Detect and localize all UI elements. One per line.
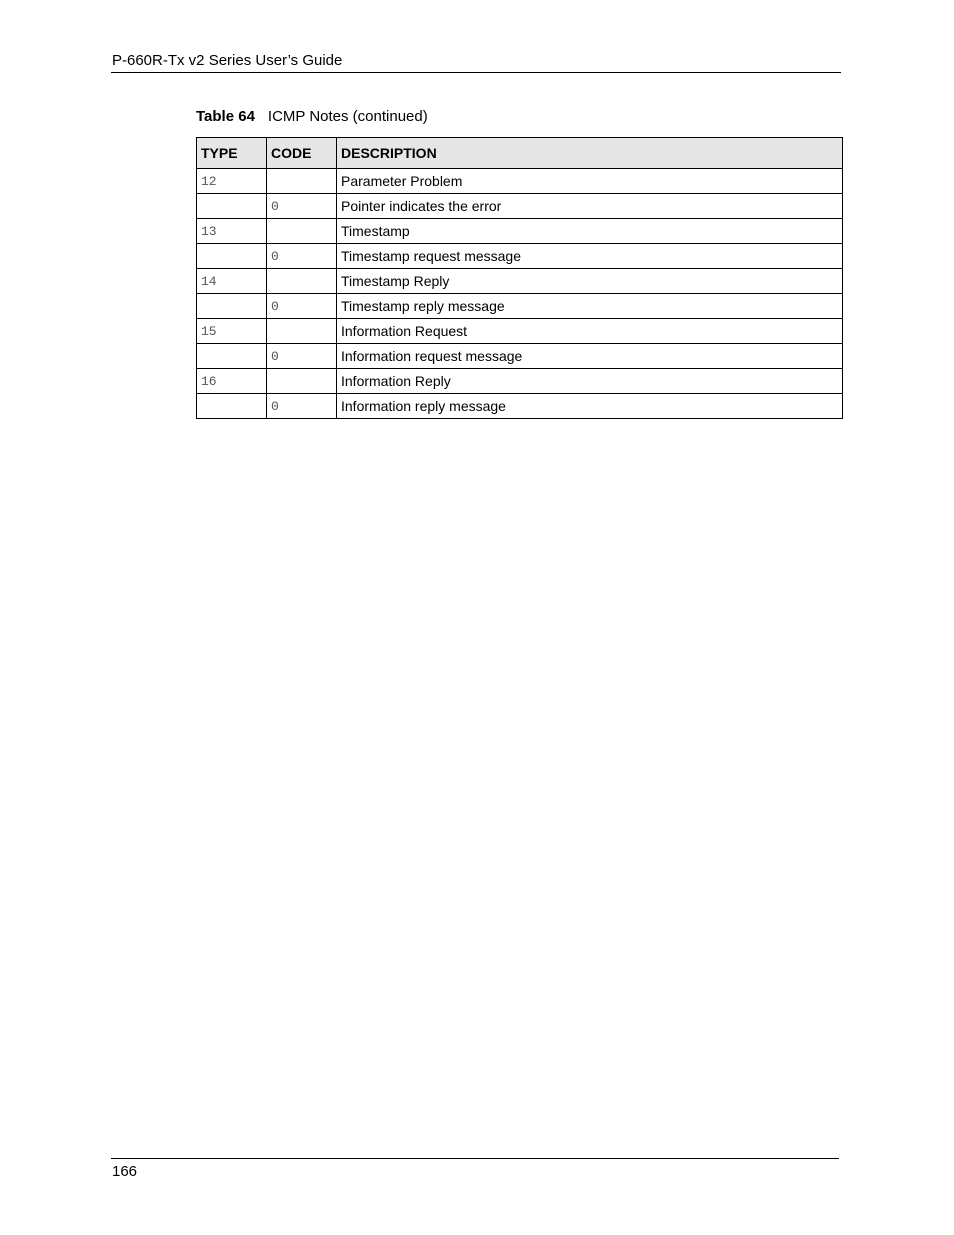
description-cell: Timestamp reply message (337, 294, 843, 319)
description-cell: Timestamp Reply (337, 269, 843, 294)
type-cell: 12 (197, 169, 267, 194)
description-cell: Information request message (337, 344, 843, 369)
table-caption-text: ICMP Notes (continued) (267, 108, 428, 125)
description-cell: Information Request (337, 319, 843, 344)
type-cell (197, 394, 267, 419)
description-cell: Information reply message (337, 394, 843, 419)
table-caption-label: Table 64 (196, 108, 255, 125)
icmp-notes-table (196, 137, 843, 419)
type-cell: 16 (197, 369, 267, 394)
table-row (197, 369, 843, 394)
code-cell: 0 (267, 294, 337, 319)
code-cell: 0 (267, 344, 337, 369)
code-cell (267, 319, 337, 344)
table-row (197, 394, 843, 419)
type-cell (197, 244, 267, 269)
description-cell: Parameter Problem (337, 169, 843, 194)
type-cell: 13 (197, 219, 267, 244)
table-row (197, 194, 843, 219)
description-cell: Timestamp request message (337, 244, 843, 269)
code-cell (267, 369, 337, 394)
column-header-description: DESCRIPTION (337, 138, 843, 169)
page-number: 166 (112, 1163, 138, 1180)
table-header-row (197, 138, 843, 169)
type-cell (197, 344, 267, 369)
page-header (111, 51, 841, 73)
document-title: P-660R-Tx v2 Series User’s Guide (112, 52, 343, 69)
table-row (197, 344, 843, 369)
code-cell (267, 269, 337, 294)
type-cell: 15 (197, 319, 267, 344)
code-cell (267, 219, 337, 244)
page-footer (111, 1158, 839, 1180)
description-cell: Information Reply (337, 369, 843, 394)
column-header-type: TYPE (197, 138, 267, 169)
table-row (197, 219, 843, 244)
column-header-code: CODE (267, 138, 337, 169)
type-cell (197, 294, 267, 319)
table-row (197, 319, 843, 344)
table-row (197, 294, 843, 319)
type-cell (197, 194, 267, 219)
description-cell: Timestamp (337, 219, 843, 244)
type-cell: 14 (197, 269, 267, 294)
code-cell: 0 (267, 394, 337, 419)
table-row (197, 169, 843, 194)
table-caption (196, 107, 428, 126)
code-cell (267, 169, 337, 194)
code-cell: 0 (267, 244, 337, 269)
table-row (197, 269, 843, 294)
code-cell: 0 (267, 194, 337, 219)
description-cell: Pointer indicates the error (337, 194, 843, 219)
table-row (197, 244, 843, 269)
